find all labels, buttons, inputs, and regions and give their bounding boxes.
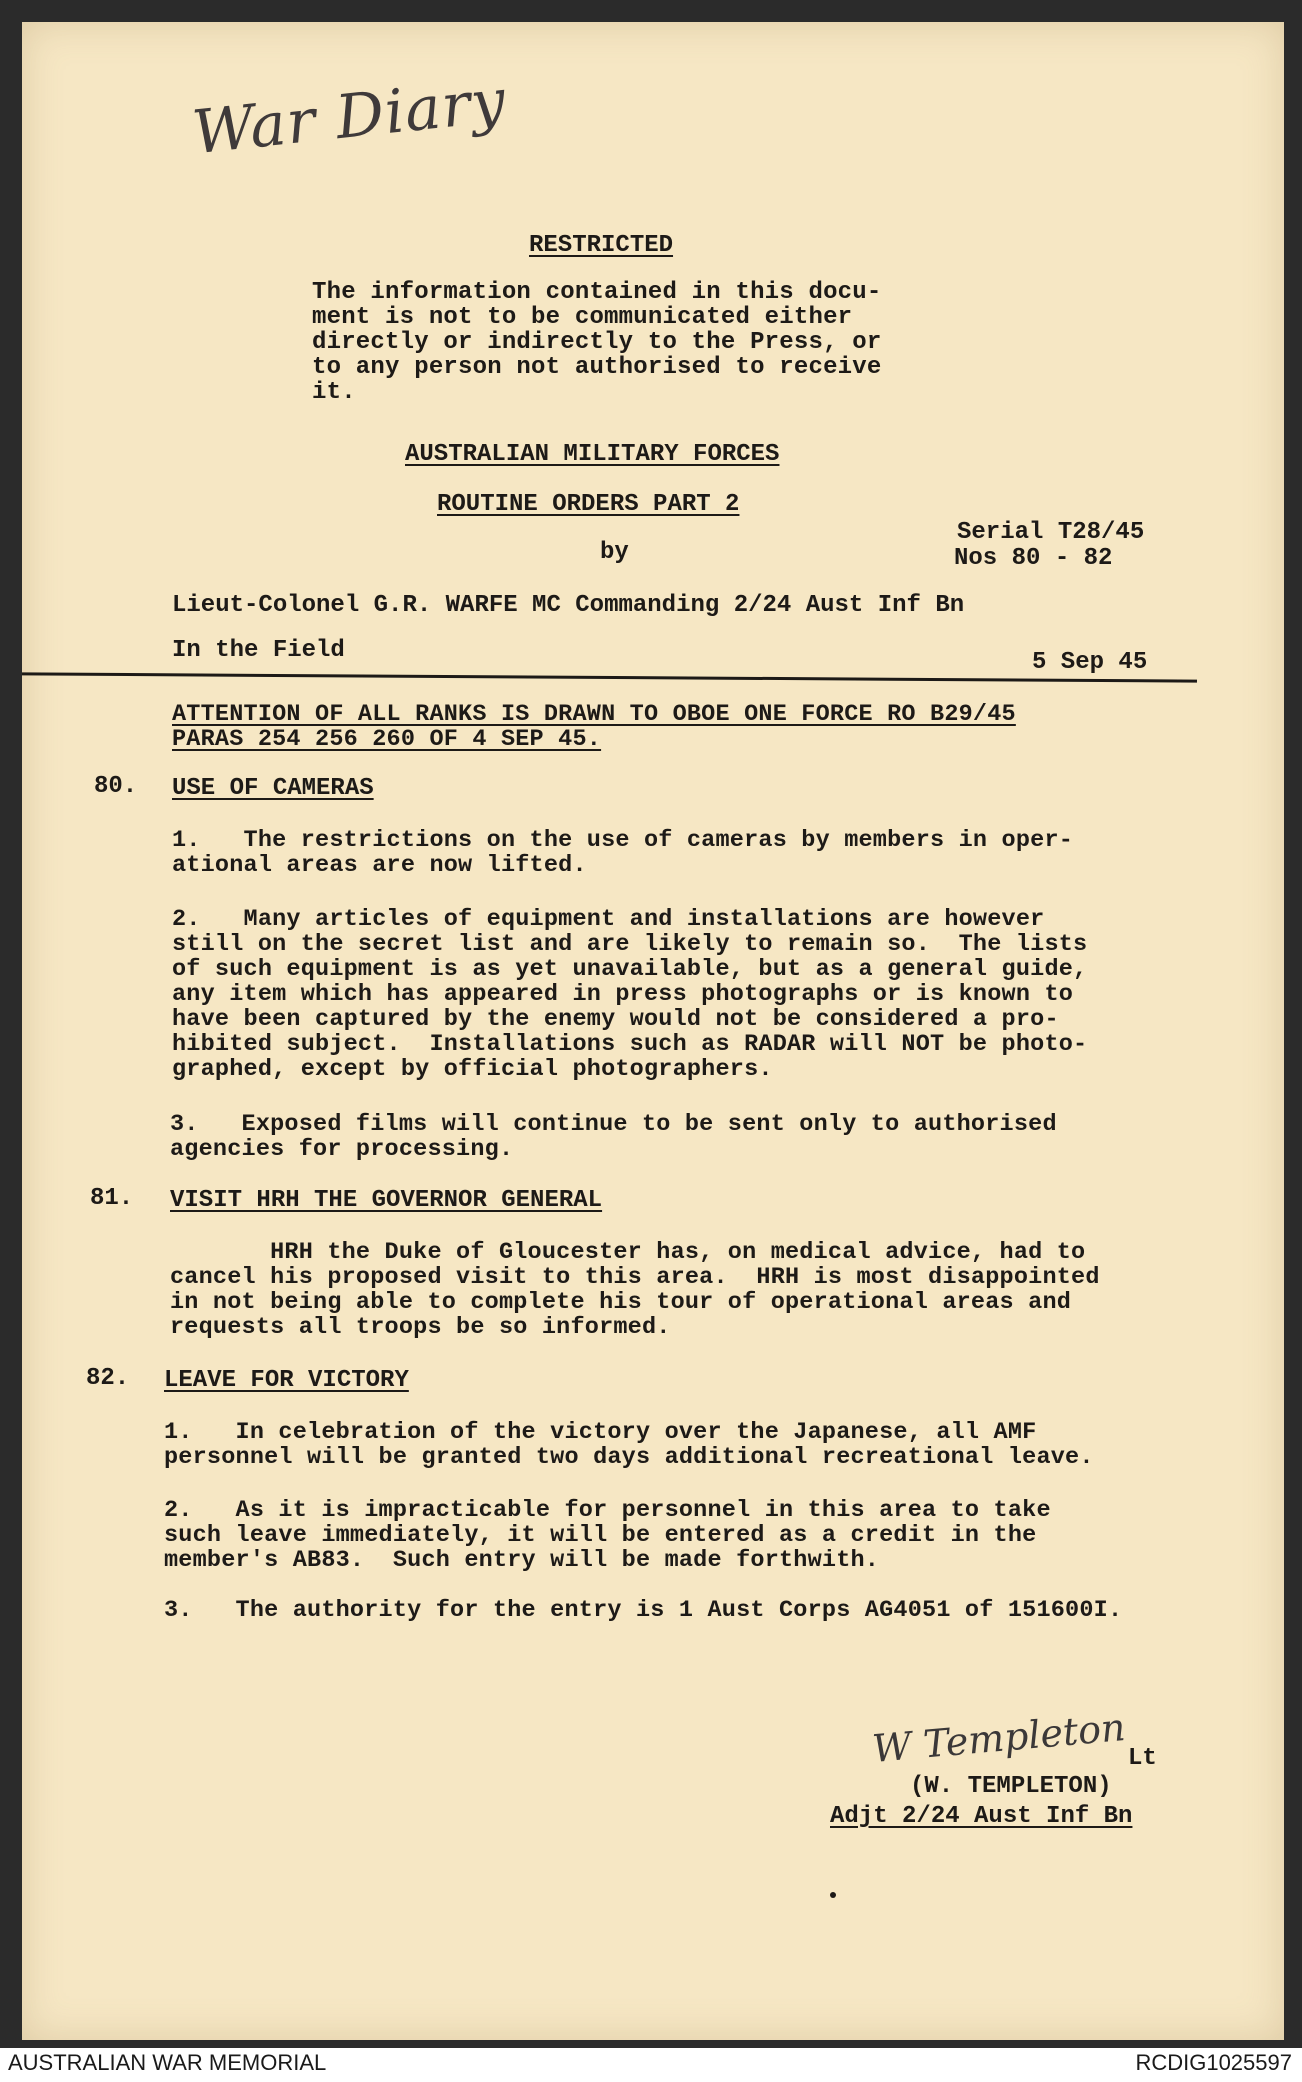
handwritten-header-note: War Diary — [189, 65, 510, 169]
order-title: ROUTINE ORDERS PART 2 — [437, 491, 740, 518]
by-label: by — [600, 539, 629, 566]
section-81-para-1: HRH the Duke of Gloucester has, on medical advice, had to cancel his proposed visit to this area. HRH is most disappointed in not being able to complete his tour of operational areas and requests all troops be so informed. — [170, 1239, 1100, 1341]
order-date: 5 Sep 45 — [1032, 649, 1148, 676]
section-80-para-3: 3. Exposed films will continue to be sent only to authorised agencies for processing. — [170, 1111, 1057, 1163]
section-title-leave-for-victory: LEAVE FOR VICTORY — [164, 1367, 409, 1394]
section-title-visit-governor-general: VISIT HRH THE GOVERNOR GENERAL — [170, 1187, 603, 1214]
restriction-notice: The information contained in this docu- ment is not to be communicated either directly or indirectly to the Press, or to any person not authorised to receive it. — [312, 279, 882, 406]
handwritten-signature: W Templeton — [870, 1705, 1128, 1771]
section-title-use-of-cameras: USE OF CAMERAS — [172, 775, 374, 802]
section-80-para-2: 2. Many articles of equipment and installations are however still on the secret list and are likely to remain so. The lists of such equipment is as yet unavailable, but as a general guide, any item which has appeared in press photographs or is known to have been captured by the enemy would not be considered a pro- hibited subject. Installations such as RADAR will NOT be photo- graphed, except by official photographers. — [172, 906, 1088, 1083]
classification-heading: RESTRICTED — [529, 232, 674, 259]
document-page — [22, 22, 1284, 2040]
commander-line: Lieut-Colonel G.R. WARFE MC Commanding 2/24 Aust Inf Bn — [172, 592, 965, 619]
signatory-name: (W. TEMPLETON) — [910, 1773, 1112, 1800]
serial-number: Serial T28/45 — [957, 519, 1145, 546]
section-82-para-3: 3. The authority for the entry is 1 Aust Corps AG4051 of 151600I. — [164, 1597, 1123, 1624]
section-82-para-2: 2. As it is impracticable for personnel in this area to take such leave immediately, it will be entered as a credit in the member's AB83. Such entry will be made forthwith. — [164, 1497, 1051, 1574]
section-82-para-1: 1. In celebration of the victory over the Japanese, all AMF personnel will be granted two days additional recreational leave. — [164, 1419, 1094, 1471]
signatory-role: Adjt 2/24 Aust Inf Bn — [830, 1803, 1133, 1830]
ink-dot — [830, 1892, 836, 1898]
section-number-80: 80. — [94, 773, 138, 800]
footer-archive-name: AUSTRALIAN WAR MEMORIAL — [8, 2050, 327, 2075]
attention-notice: ATTENTION OF ALL RANKS IS DRAWN TO OBOE ONE FORCE RO B29/45 PARAS 254 256 260 OF 4 SEP 45. — [172, 701, 1016, 753]
footer-record-id: RCDIG1025597 — [1135, 2050, 1292, 2075]
section-number-81: 81. — [90, 1185, 134, 1212]
header-divider — [22, 672, 1197, 682]
order-numbers: Nos 80 - 82 — [954, 545, 1113, 572]
location-line: In the Field — [172, 637, 345, 664]
section-80-para-1: 1. The restrictions on the use of cameras by members in oper- ational areas are now lifted. — [172, 827, 1074, 879]
signatory-rank: Lt — [1128, 1745, 1157, 1772]
force-heading: AUSTRALIAN MILITARY FORCES — [405, 441, 780, 468]
section-number-82: 82. — [86, 1365, 130, 1392]
